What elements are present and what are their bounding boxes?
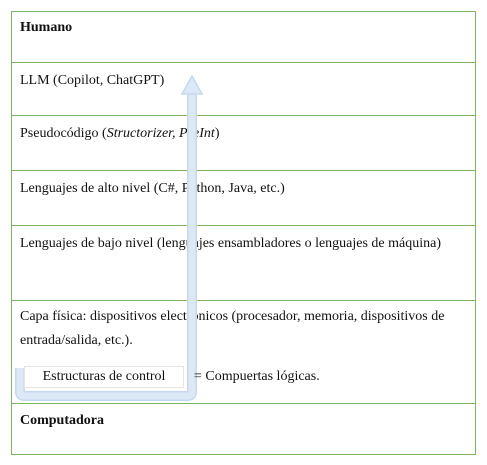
- row-pseudocode: [12, 116, 475, 171]
- row-human: [12, 12, 475, 63]
- logic-gates-text: = Compuertas lógicas.: [194, 369, 320, 384]
- row-high-level: [12, 171, 475, 226]
- label-pseudocode: [20, 122, 467, 146]
- label-llm: LLM (Copilot, ChatGPT): [20, 73, 165, 88]
- label-high-level: Lenguajes de alto nivel (C#, Python, Java, etc.): [20, 181, 285, 196]
- pseudocode-tools: Structorizer, PseInt: [106, 126, 215, 141]
- row-physical: [12, 301, 475, 404]
- label-low-level: Lenguajes de bajo nivel (lenguajes ensambladores o lenguajes de máquina): [20, 236, 442, 251]
- pseudocode-suffix: ): [214, 126, 220, 141]
- control-structures-box: Estructuras de control: [24, 366, 184, 388]
- pseudocode-prefix: Pseudocódigo (: [20, 126, 107, 141]
- row-low-level: [12, 226, 475, 301]
- label-human: Humano: [20, 20, 73, 35]
- abstraction-layers-table: [11, 11, 476, 455]
- label-computer: Computadora: [20, 413, 105, 428]
- row-llm: [12, 63, 475, 116]
- row-computer: [12, 404, 475, 456]
- label-physical: Capa física: dispositivos electrónicos (procesador, memoria, dispositivos de entrada/salida, etc.).: [20, 309, 445, 348]
